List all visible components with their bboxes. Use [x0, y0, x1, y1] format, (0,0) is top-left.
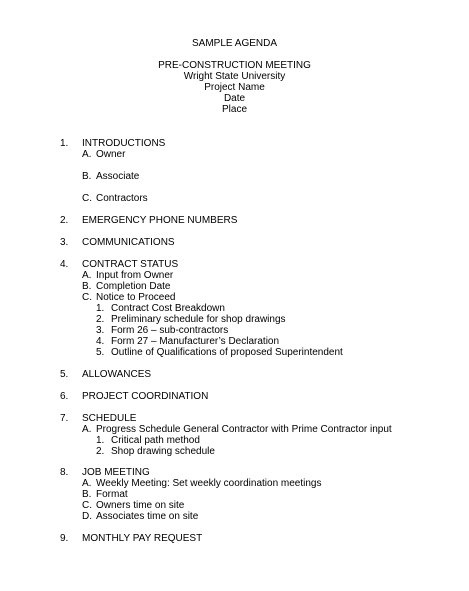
meeting-title: PRE-CONSTRUCTION MEETING	[158, 60, 311, 71]
section-number: 8.	[60, 467, 69, 478]
section-number: 2.	[60, 215, 69, 226]
section-title: ALLOWANCES	[82, 369, 152, 380]
section-number: 6.	[60, 391, 69, 402]
list-item: C. Owners time on site	[82, 500, 185, 511]
list-item: A. Owner	[82, 149, 126, 160]
list-item: C. Contractors	[82, 193, 148, 204]
section-number: 5.	[60, 369, 69, 380]
list-item: A. Progress Schedule General Contractor with Prime Contractor input	[82, 424, 392, 435]
list-item: B. Completion Date	[82, 281, 171, 292]
section-title: EMERGENCY PHONE NUMBERS	[82, 215, 238, 226]
sub-list-item: 3. Form 26 – sub-contractors	[96, 325, 229, 336]
meeting-place: Place	[221, 104, 247, 115]
section-title: CONTRACT STATUS	[82, 259, 179, 270]
sub-list-item: 2. Shop drawing schedule	[96, 446, 215, 457]
list-item: A. Weekly Meeting: Set weekly coordination meetings	[82, 478, 322, 489]
section-title: JOB MEETING	[82, 467, 150, 478]
section-title: INTRODUCTIONS	[82, 138, 166, 149]
sub-list-item: 1. Contract Cost Breakdown	[96, 303, 225, 314]
list-item: B. Format	[82, 489, 128, 500]
sub-list-item: 1. Critical path method	[96, 435, 200, 446]
section-number: 1.	[60, 138, 69, 149]
university-name: Wright State University	[183, 71, 286, 82]
sub-list-item: 4. Form 27 – Manufacturer’s Declaration	[96, 336, 280, 347]
section-title: PROJECT COORDINATION	[82, 391, 209, 402]
sub-list-item: 2. Preliminary schedule for shop drawings	[96, 314, 286, 325]
sub-list-item: 5. Outline of Qualifications of proposed Superintendent	[96, 347, 343, 358]
section-title: COMMUNICATIONS	[82, 237, 175, 248]
section-title: MONTHLY PAY REQUEST	[82, 533, 203, 544]
list-item: A. Input from Owner	[82, 270, 174, 281]
list-item: B. Associate	[82, 171, 140, 182]
project-name: Project Name	[204, 82, 265, 93]
section-title: SCHEDULE	[82, 413, 137, 424]
list-item: D. Associates time on site	[82, 511, 199, 522]
list-item: C. Notice to Proceed	[82, 292, 176, 303]
section-number: 9.	[60, 533, 69, 544]
section-number: 4.	[60, 259, 69, 270]
section-number: 7.	[60, 413, 69, 424]
section-number: 3.	[60, 237, 69, 248]
meeting-date: Date	[223, 93, 246, 104]
document-title: SAMPLE AGENDA	[191, 38, 278, 49]
